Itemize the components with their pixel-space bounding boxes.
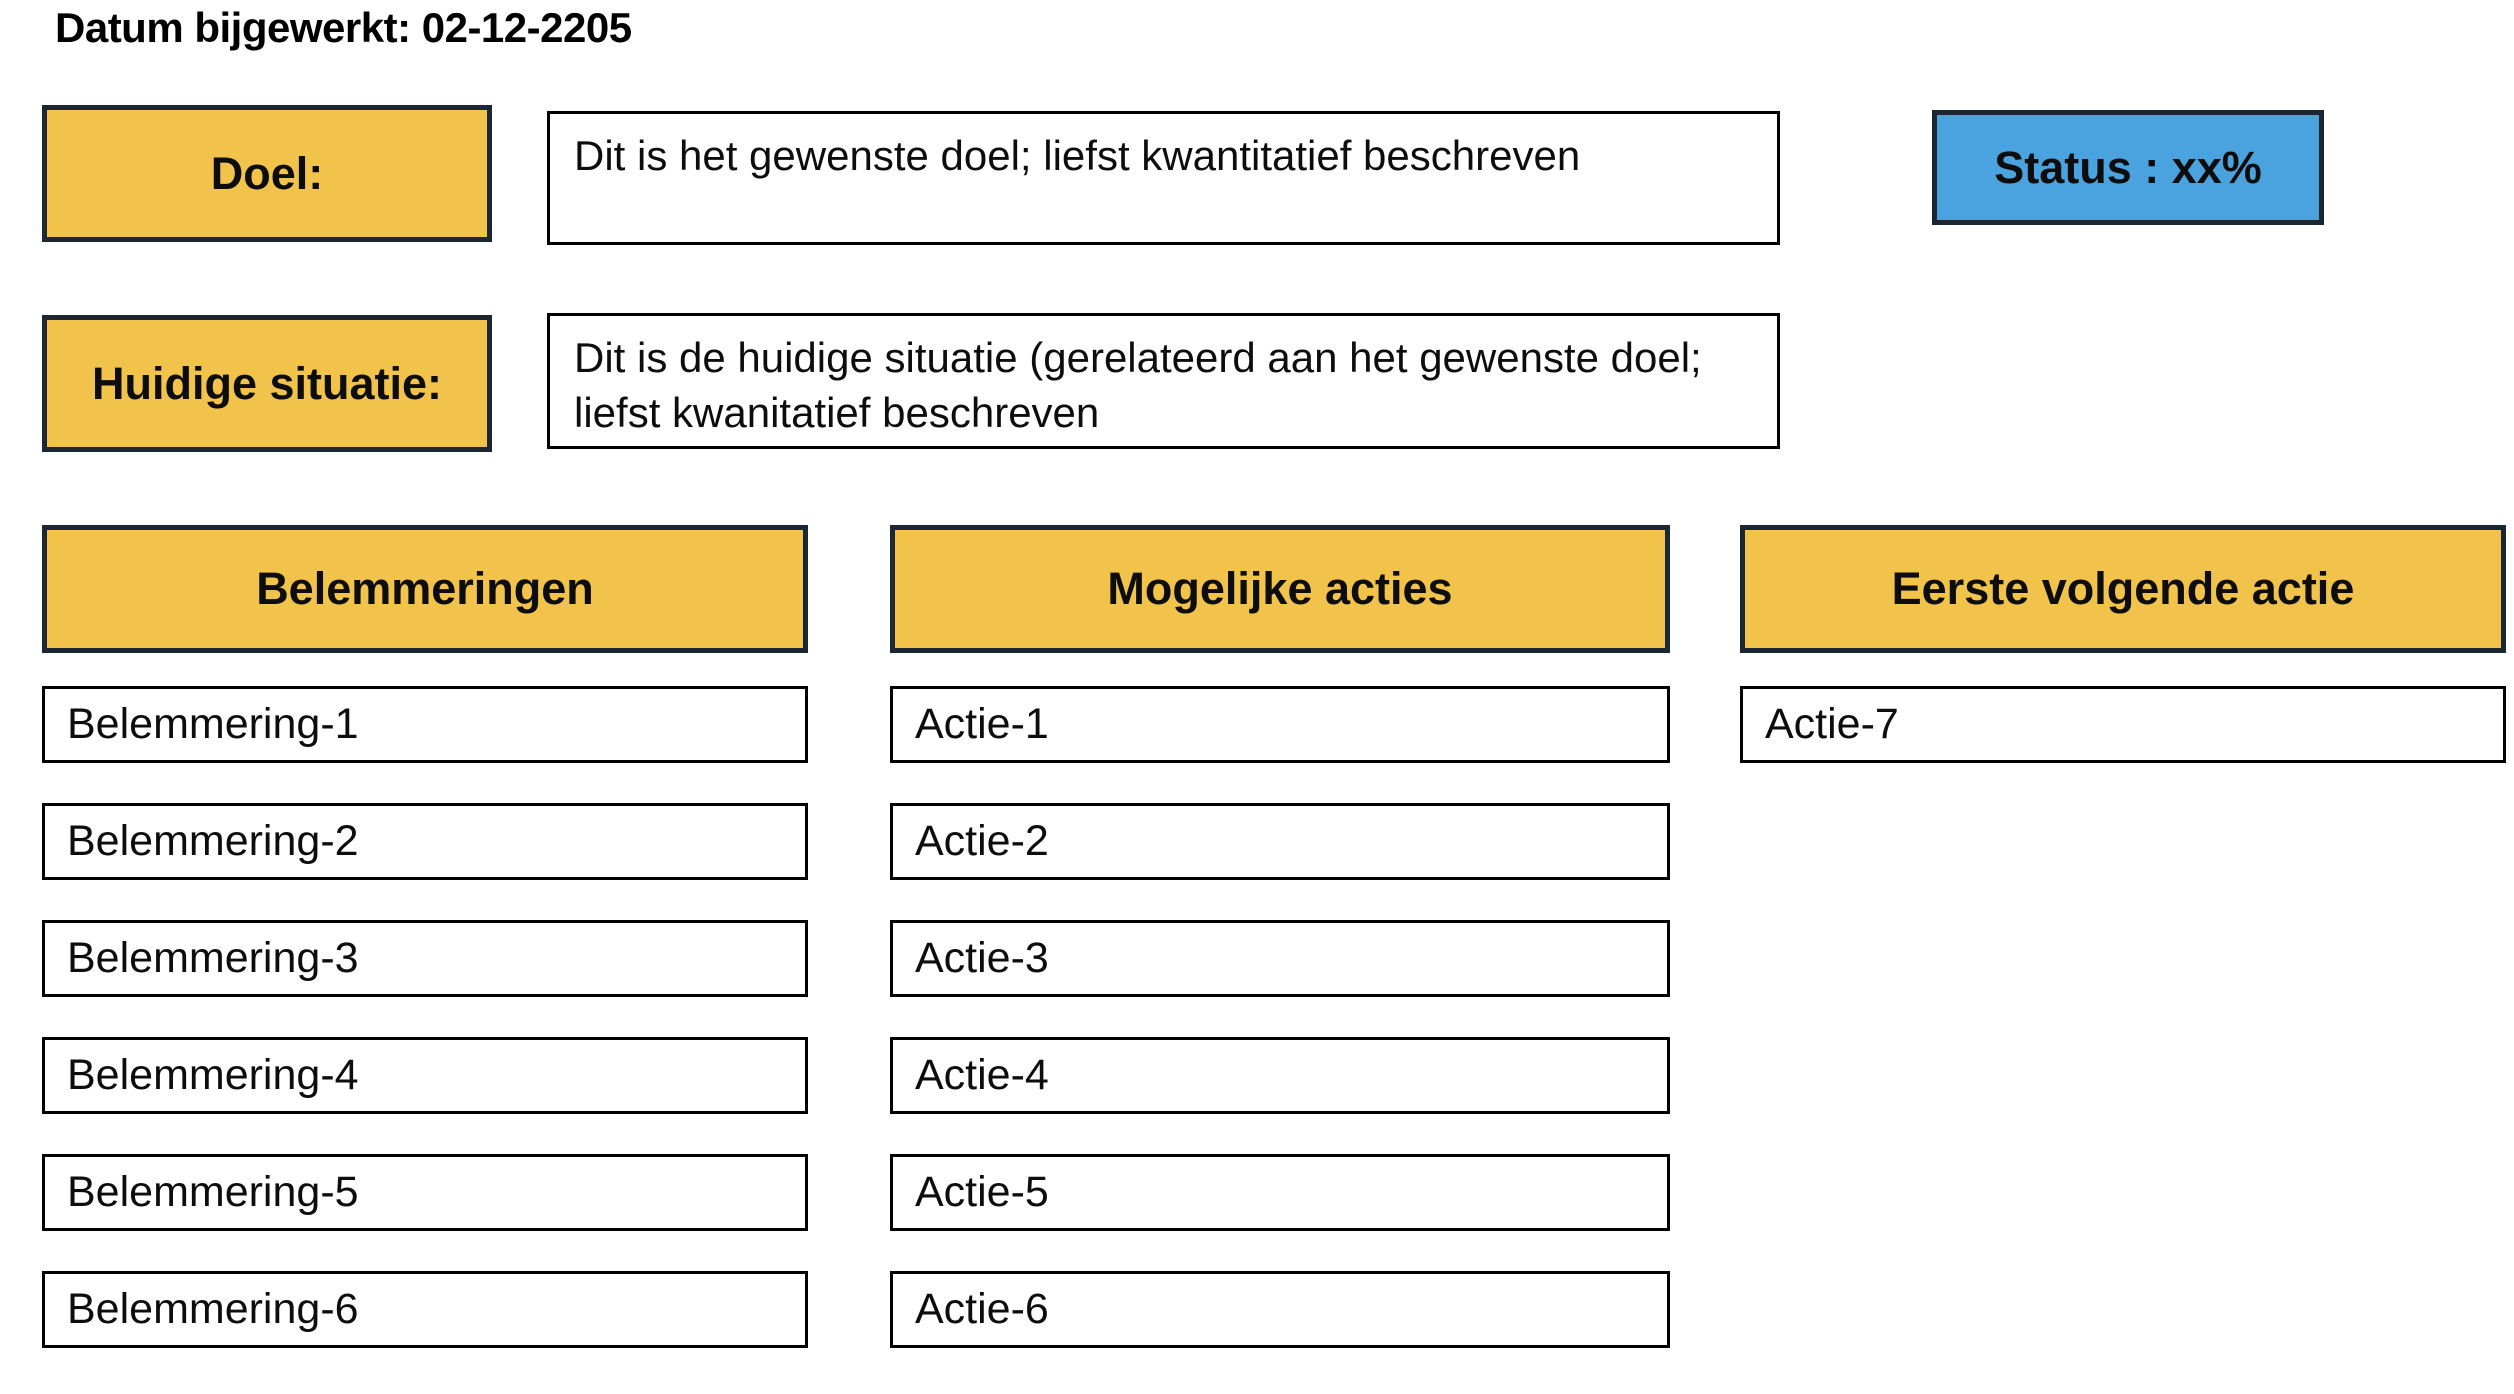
- item-box: [890, 920, 1670, 997]
- item-box: [890, 803, 1670, 880]
- item-box: [1740, 686, 2506, 763]
- goal-description: Dit is het gewenste doel; liefst kwantitatief beschreven: [574, 132, 1581, 179]
- item-label: Actie-5: [915, 1168, 1049, 1216]
- item-label: Actie-4: [915, 1051, 1049, 1099]
- item-label: Actie-7: [1765, 700, 1899, 748]
- item-box: [42, 920, 808, 997]
- item-label: Actie-1: [915, 700, 1049, 748]
- column-header-eerste-volgende-actie: [1740, 525, 2506, 653]
- column-header-mogelijke-acties: [890, 525, 1670, 653]
- status-badge: [1932, 110, 2324, 225]
- item-box: [42, 1271, 808, 1348]
- item-box: [42, 1037, 808, 1114]
- goal-label-box: [42, 105, 492, 242]
- item-label: Belemmering-2: [67, 817, 359, 865]
- item-label: Belemmering-1: [67, 700, 359, 748]
- column-header-label: Belemmeringen: [256, 563, 594, 614]
- item-box: [42, 1154, 808, 1231]
- item-label: Actie-2: [915, 817, 1049, 865]
- current-situation-description-box: [547, 313, 1780, 449]
- current-situation-label-box: [42, 315, 492, 452]
- item-box: [890, 1154, 1670, 1231]
- item-box: [42, 686, 808, 763]
- item-box: [42, 803, 808, 880]
- item-label: Belemmering-6: [67, 1285, 359, 1333]
- item-box: [890, 686, 1670, 763]
- column-header-label: Mogelijke acties: [1107, 563, 1453, 614]
- item-label: Actie-6: [915, 1285, 1049, 1333]
- item-box: [890, 1271, 1670, 1348]
- item-label: Actie-3: [915, 934, 1049, 982]
- page-title: Datum bijgewerkt: 02-12-2205: [55, 4, 632, 51]
- current-situation-label: Huidige situatie:: [91, 357, 443, 409]
- goal-label: Doel:: [210, 147, 324, 199]
- item-label: Belemmering-5: [67, 1168, 359, 1216]
- current-situation-description: Dit is de huidige situatie (gerelateerd aan het gewenste doel; liefst kwanitatief beschreven: [574, 334, 1702, 437]
- item-box: [890, 1037, 1670, 1114]
- item-label: Belemmering-3: [67, 934, 359, 982]
- column-header-belemmeringen: [42, 525, 808, 653]
- status-label: Status : xx%: [1994, 141, 2262, 193]
- column-header-label: Eerste volgende actie: [1891, 563, 2355, 614]
- item-label: Belemmering-4: [67, 1051, 359, 1099]
- goal-description-box: [547, 111, 1780, 245]
